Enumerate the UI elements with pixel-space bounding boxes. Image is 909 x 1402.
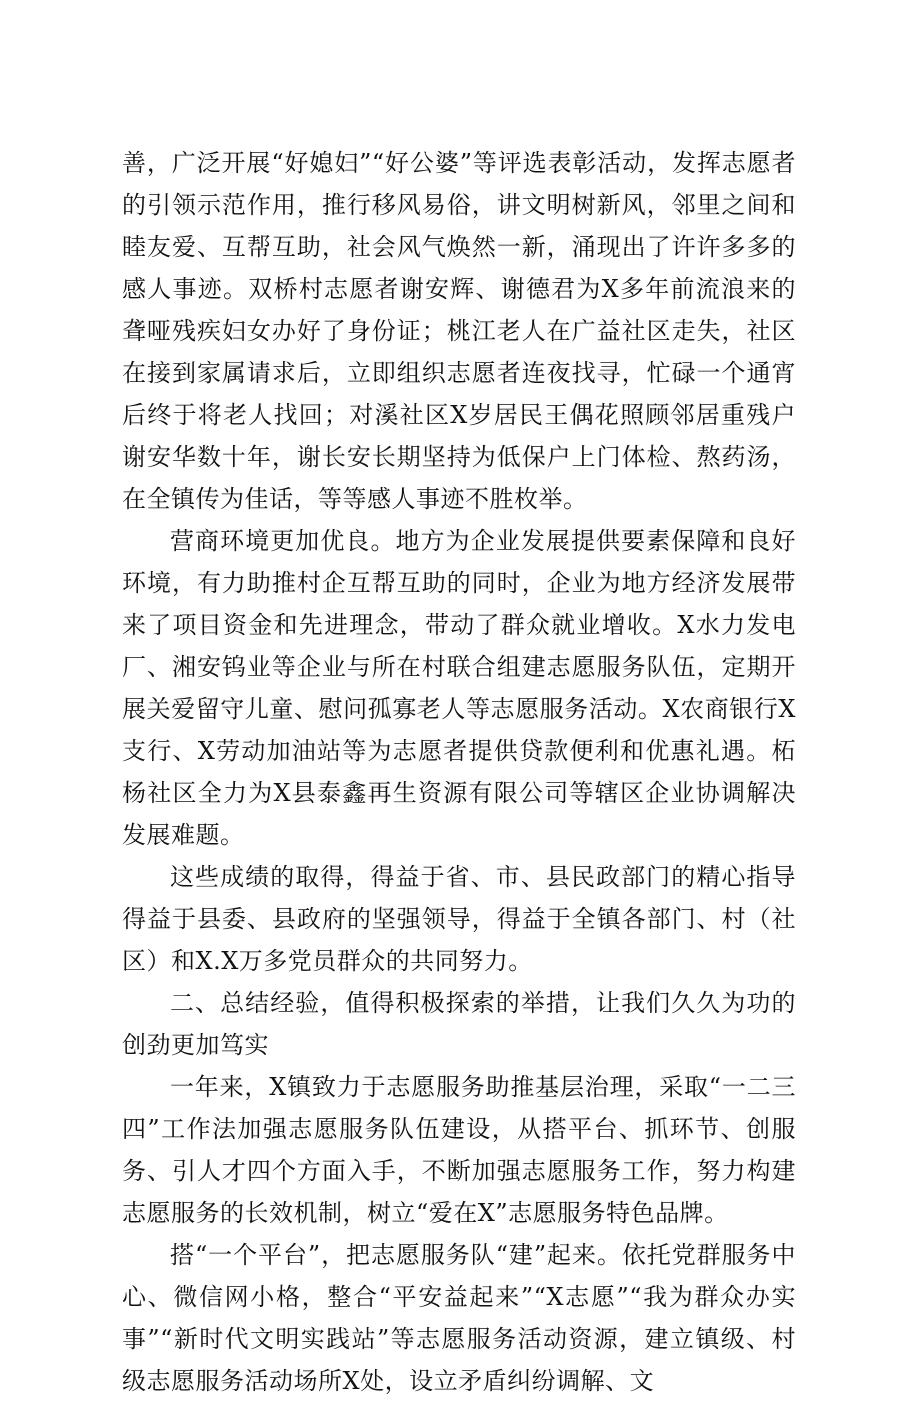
document-body: [122, 142, 796, 1402]
paragraph-business-environment: 营商环境更加优良。地方为企业发展提供要素保障和良好环境，有力助推村企互帮互助的同时，企业为地方经济发展带来了项目资金和先进理念，带动了群众就业增收。X水力发电厂、湘安钨业等企业与所在村联合组建志愿服务队伍，定期开展关爱留守儿童、慰问孤寡老人等志愿服务活动。X农商银行X支行、X劳动加油站等为志愿者提供贷款便利和优惠礼遇。柘杨社区全力为X县泰鑫再生资源有限公司等辖区企业协调解决发展难题。: [122, 527, 796, 849]
paragraph-achievements: 这些成绩的取得，得益于省、市、县民政部门的精心指导得益于县委、县政府的坚强领导，得益于全镇各部门、村（社区）和X.X万多党员群众的共同努力。: [122, 863, 796, 975]
paragraph-one-year: 一年来，X镇致力于志愿服务助推基层治理，采取“一二三四”工作法加强志愿服务队伍建设，从搭平台、抓环节、创服务、引人才四个方面入手，不断加强志愿服务工作，努力构建志愿服务的长效机制，树立“爱在X”志愿服务特色品牌。: [122, 1073, 796, 1227]
paragraph-continuation: 善，广泛开展“好媳妇”“好公婆”等评选表彰活动，发挥志愿者的引领示范作用，推行移风易俗，讲文明树新风，邻里之间和睦友爱、互帮互助，社会风气焕然一新，涌现出了许许多多的感人事迹。双桥村志愿者谢安辉、谢德君为X多年前流浪来的聋哑残疾妇女办好了身份证；桃江老人在广益社区走失，社区在接到家属请求后，立即组织志愿者连夜找寻，忙碌一个通宵后终于将老人找回；对溪社区X岁居民王偶花照顾邻居重残户谢安华数十年，谢长安长期坚持为低保户上门体检、熬药汤，在全镇传为佳话，等等感人事迹不胜枚举。: [122, 149, 796, 513]
paragraph-one-platform: 搭“一个平台”，把志愿服务队“建”起来。依托党群服务中心、微信网小格，整合“平安益起来”“X志愿”“我为群众办实事”“新时代文明实践站”等志愿服务活动资源，建立镇级、村级志愿服务活动场所X处，设立矛盾纠纷调解、文: [122, 1241, 796, 1395]
section-heading-summary: 二、总结经验，值得积极探索的举措，让我们久久为功的创劲更加笃实: [122, 989, 796, 1059]
